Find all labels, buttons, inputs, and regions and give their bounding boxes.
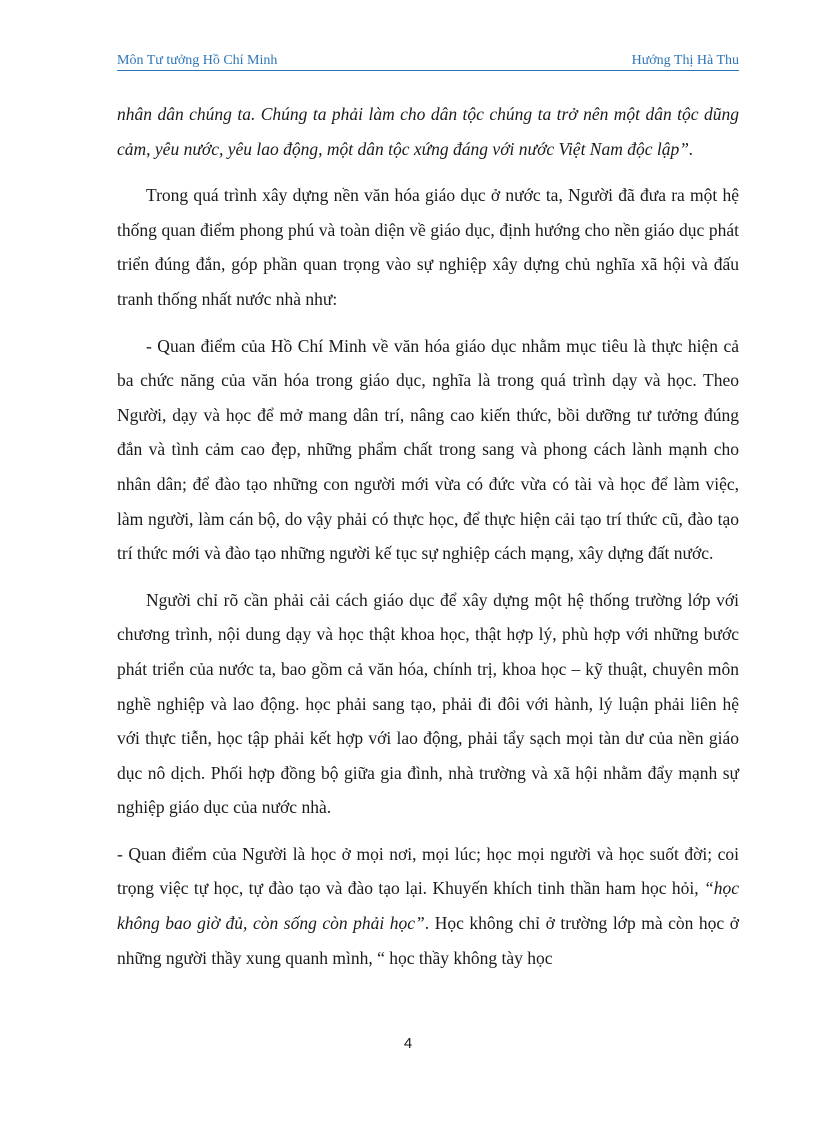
paragraph-lifelong-learning bbox=[117, 837, 739, 975]
lifelong-learning-text-end: . Học không chỉ ở trường lớp mà còn học ở những người thầy xung quanh mình, “ học thầy không tày học bbox=[117, 913, 739, 968]
paragraph-education-viewpoints: Trong quá trình xây dựng nền văn hóa giáo dục ở nước ta, Người đã đưa ra một hệ thống quan điểm phong phú và toàn diện về giáo dục, định hướng cho nền giáo dục phát triển đúng đắn, góp phần quan trọng vào sự nghiệp xây dựng chủ nghĩa xã hội và đấu tranh thống nhất nước nhà như: bbox=[117, 185, 739, 309]
paragraph-education-reform: Người chỉ rõ cần phải cải cách giáo dục để xây dựng một hệ thống trường lớp với chương trình, nội dung dạy và học thật khoa học, thật hợp lý, phù hợp với những bước phát triển của nước ta, bao gồm cả văn hóa, chính trị, khoa học – kỹ thuật, chuyên môn nghề nghiệp và lao động. học phải sang tạo, phải đi đôi với hành, lý luận phải liên hệ với thực tiễn, học tập phải kết hợp với lao động, phải tẩy sạch mọi tàn dư của nền giáo dục nô dịch. Phối hợp đồng bộ giữa gia đình, nhà trường và xã hội nhằm đẩy mạnh sự nghiệp giáo dục của nước nhà. bbox=[117, 589, 739, 818]
document-body bbox=[117, 97, 739, 987]
header-author: Hướng Thị Hà Thu bbox=[631, 53, 739, 68]
quote-paragraph: nhân dân chúng ta. Chúng ta phải làm cho dân tộc chúng ta trở nên một dân tộc dũng cảm, yêu nước, yêu lao động, một dân tộc xứng đáng với nước Việt Nam độc lập”. bbox=[117, 104, 739, 159]
header-course-title: Môn Tư tưởng Hồ Chí Minh bbox=[117, 53, 278, 68]
paragraph-culture-education-goals: - Quan điểm của Hồ Chí Minh về văn hóa giáo dục nhằm mục tiêu là thực hiện cả ba chức năng của văn hóa trong giáo dục, nghĩa là trong quá trình dạy và học. Theo Người, dạy và học để mở mang dân trí, nâng cao kiến thức, bồi dưỡng tư tưởng đúng đắn và tình cảm cao đẹp, những phẩm chất trong sang và phong cách lành mạnh cho nhân dân; để đào tạo những con người mới vừa có đức vừa có tài và học để làm việc, làm người, làm cán bộ, do vậy phải có thực học, để thực hiện cải tạo trí thức cũ, đào tạo trí thức mới và đào tạo những người kế tục sự nghiệp cách mạng, xây dựng đất nước. bbox=[117, 335, 739, 564]
page-header bbox=[117, 50, 739, 71]
lifelong-learning-quote: “học không bao giờ đủ, còn sống còn phải học” bbox=[117, 878, 739, 934]
page-number: 4 bbox=[403, 1035, 413, 1052]
lifelong-learning-text-start: - Quan điểm của Người là học ở mọi nơi, mọi lúc; học mọi người và học suốt đời; coi trọng việc tự học, tự đào tạo và đào tạo lại. Khuyến khích tinh thần ham học hỏi, bbox=[117, 843, 739, 899]
